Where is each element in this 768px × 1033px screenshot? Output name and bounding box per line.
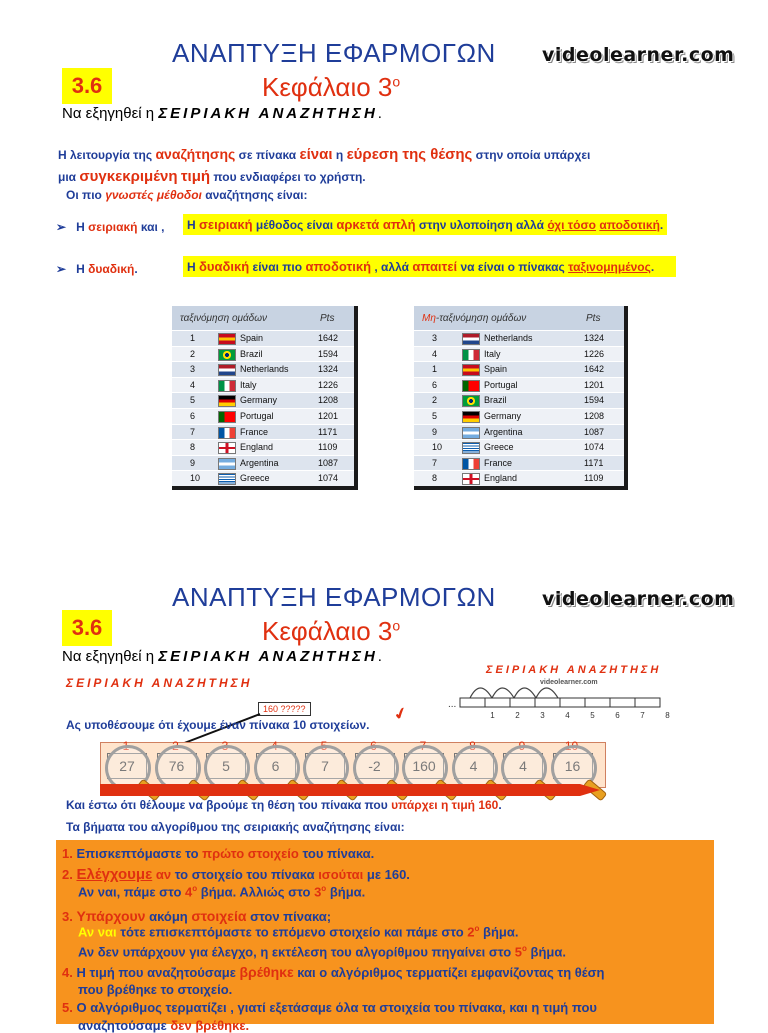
step-4: 4. Η τιμή που αναζητούσαμε βρέθηκε και ο αλγόριθμος τερματίζει εμφανίζοντας τη θέση	[62, 964, 605, 980]
value-callout: 160 ?????	[258, 702, 311, 716]
intro-line-3: Οι πιο γνωστές μέθοδοι αναζήτησης είναι:	[66, 188, 308, 202]
table-body	[414, 330, 624, 486]
pts-cell: 1087	[318, 457, 339, 468]
table-header	[414, 306, 624, 330]
table-row	[414, 470, 624, 486]
rank-cell: 7	[432, 457, 438, 468]
array-cell: 27	[107, 753, 147, 779]
team-cell: Brazil	[240, 348, 263, 359]
callout-sequential: Η σειριακή μέθοδος είναι αρκετά απλή στην υλοποίηση αλλά όχι τόσο αποδοτική.	[183, 214, 667, 235]
table-title: Μη-ταξινόμηση ομάδων	[422, 313, 527, 324]
steps-intro: Τα βήματα του αλγορίθμου της σειριακής αναζήτησης είναι:	[66, 820, 405, 834]
array-index: 4	[271, 739, 278, 753]
mini-cell-index: 5	[590, 711, 595, 720]
pts-cell: 1087	[584, 426, 605, 437]
pts-cell: 1201	[584, 379, 605, 390]
team-cell: Netherlands	[240, 364, 289, 375]
array-cell: 16	[553, 753, 593, 779]
section-badge: 3.6	[62, 610, 112, 646]
mini-cell	[585, 698, 610, 707]
flag-icon	[462, 395, 480, 407]
rank-cell: 9	[432, 426, 438, 437]
mini-array-diagram	[440, 672, 670, 720]
pts-cell: 1201	[318, 410, 339, 421]
flag-icon	[462, 349, 480, 361]
team-cell: Italy	[240, 379, 257, 390]
section-badge: 3.6	[62, 68, 112, 104]
mini-cell-index: 8	[665, 711, 670, 720]
mini-cell	[535, 698, 560, 707]
array-arrow	[100, 782, 610, 798]
flag-icon	[218, 333, 236, 345]
pts-cell: 1642	[584, 364, 605, 375]
array-cell: -2	[355, 753, 395, 779]
pts-header: Pts	[320, 313, 335, 324]
step-1: 1. Επισκεπτόμαστε το πρώτο στοιχείο του πίνακα.	[62, 846, 375, 861]
check-icon: ✔	[391, 704, 411, 725]
mini-cell	[510, 698, 535, 707]
array-cell: 6	[256, 753, 296, 779]
rank-cell: 8	[190, 442, 196, 453]
slide-title: ΑΝΑΠΤΥΞΗ ΕΦΑΡΜΟΓΩΝ	[172, 38, 496, 68]
pts-cell: 1109	[584, 473, 604, 484]
flag-icon	[462, 442, 480, 454]
team-cell: Italy	[484, 348, 501, 359]
team-cell: England	[484, 473, 518, 484]
flag-icon	[218, 364, 236, 376]
table-row	[172, 424, 354, 440]
table-row	[172, 361, 354, 377]
team-cell: Greece	[240, 473, 270, 484]
step-5-detail: αναζητούσαμε δεν βρέθηκε.	[78, 1018, 250, 1033]
table-row	[172, 470, 354, 486]
team-cell: Portugal	[240, 410, 274, 421]
pts-cell: 1642	[318, 333, 339, 343]
table-row	[414, 408, 624, 424]
table-row	[414, 439, 624, 455]
team-cell: Argentina	[240, 457, 279, 468]
table-row	[172, 330, 354, 346]
diagram-subtitle: videolearner.com	[540, 679, 598, 686]
pts-cell: 1226	[318, 379, 339, 390]
table-row	[172, 439, 354, 455]
mini-cell	[610, 698, 635, 707]
rank-cell: 9	[190, 457, 196, 468]
mini-cell	[460, 698, 485, 707]
bullet-sequential: ➢ Η σειριακή και ,	[56, 220, 165, 234]
step-2: 2. Ελέγχουμε αν το στοιχείο του πίνακα ισούται με 160.	[62, 866, 410, 883]
table-row	[172, 408, 354, 424]
bullet-binary: ➢ Η δυαδική.	[56, 262, 138, 276]
step-3-no: Αν δεν υπάρχουν για έλεγχο, η εκτέλεση του αλγορίθμου πηγαίνει στο $5^o$ βήμα.	[78, 944, 566, 960]
pts-cell: 1171	[584, 457, 604, 468]
rank-cell: 6	[432, 379, 438, 390]
table-title: ταξινόμηση ομάδων	[180, 313, 268, 324]
pts-cell: 1074	[584, 442, 605, 453]
callout-binary: Η δυαδική είναι πιο αποδοτική , αλλά απαιτεί να είναι ο πίνακας ταξινομημένος.	[183, 256, 676, 277]
team-cell: Netherlands	[484, 333, 533, 343]
rank-cell: 4	[432, 348, 438, 359]
diagram-dots: ...	[448, 699, 457, 710]
team-cell: Spain	[240, 333, 264, 343]
diagram-title: ΣΕΙΡΙΑΚΗ ΑΝΑΖΗΤΗΣΗ	[486, 664, 662, 676]
mini-cell-index: 6	[615, 711, 620, 720]
team-cell: France	[240, 426, 269, 437]
team-cell: Spain	[484, 364, 508, 375]
team-cell: France	[484, 457, 513, 468]
rank-cell: 10	[190, 473, 201, 484]
flag-icon	[462, 364, 480, 376]
table-body	[172, 330, 354, 486]
rank-cell: 3	[190, 364, 196, 375]
array-index: 8	[469, 739, 476, 753]
intro-line-2: μια συγκεκριμένη τιμή που ενδιαφέρει το χρήστη.	[58, 168, 366, 185]
explain-line: Να εξηγηθεί η ΣΕΙΡΙΑΚΗ ΑΝΑΖΗΤΗΣΗ.	[62, 648, 382, 665]
table-row	[172, 377, 354, 393]
table-row	[172, 392, 354, 408]
array-index: 2	[172, 739, 179, 753]
pts-header: Pts	[586, 313, 601, 324]
rank-cell: 4	[190, 379, 196, 390]
pts-cell: 1324	[584, 333, 605, 343]
rank-cell: 5	[432, 410, 438, 421]
array-cell: 7	[305, 753, 345, 779]
flag-icon	[218, 380, 236, 392]
table-row	[414, 424, 624, 440]
explain-line: Να εξηγηθεί η ΣΕΙΡΙΑΚΗ ΑΝΑΖΗΤΗΣΗ.	[62, 105, 382, 122]
slide-title: ΑΝΑΠΤΥΞΗ ΕΦΑΡΜΟΓΩΝ	[172, 582, 496, 612]
array-cell: 4	[503, 753, 543, 779]
rank-cell: 3	[432, 333, 438, 343]
assume-text: Ας υποθέσουμε ότι έχουμε έναν πίνακα 10 στοιχείων.	[66, 718, 370, 732]
pts-cell: 1208	[318, 395, 339, 406]
table-row	[172, 455, 354, 471]
table-row	[414, 392, 624, 408]
pts-cell: 1109	[318, 442, 338, 453]
unsorted-table	[414, 306, 628, 490]
rank-cell: 1	[190, 333, 196, 343]
flag-icon	[218, 349, 236, 361]
mini-cell	[560, 698, 585, 707]
array-index: 3	[221, 739, 229, 753]
step-4-detail: που βρέθηκε το στοιχείο.	[78, 982, 233, 997]
chapter-title: Κεφάλαιο $3^o$	[262, 616, 401, 646]
brand-logo: videolearner.com	[542, 44, 735, 66]
mini-cell-index: 2	[515, 711, 520, 720]
pts-cell: 1208	[584, 410, 605, 421]
array-cell: 160	[404, 753, 444, 779]
step-5: 5. Ο αλγόριθμος τερματίζει , γιατί εξετάσαμε όλα τα στοιχεία του πίνακα, και η τιμή που	[62, 1000, 597, 1015]
team-cell: Germany	[484, 410, 522, 421]
pts-cell: 1226	[584, 348, 605, 359]
mini-cell-index: 4	[565, 711, 570, 720]
array-index: 10	[564, 739, 579, 753]
table-row	[414, 330, 624, 346]
flag-icon	[218, 473, 236, 485]
step-3-yes: Αν ναι τότε επισκεπτόμαστε το επόμενο στοιχείο και πάμε στο $2^o$ βήμα.	[78, 924, 519, 940]
array-index: 9	[518, 739, 526, 753]
pts-cell: 1324	[318, 364, 339, 375]
array-index: 5	[320, 739, 328, 753]
table-row	[414, 346, 624, 362]
pts-cell: 1074	[318, 473, 339, 484]
find-text: Και έστω ότι θέλουμε να βρούμε τη θέση του πίνακα που υπάρχει η τιμή 160.	[66, 798, 502, 812]
flag-icon	[218, 395, 236, 407]
step-3: 3. Υπάρχουν ακόμη στοιχεία στον πίνακα;	[62, 908, 332, 924]
flag-icon	[218, 458, 236, 470]
pts-cell: 1171	[318, 426, 338, 437]
algorithm-steps-box	[56, 840, 714, 1033]
mini-cell-index: 3	[540, 711, 545, 720]
rank-cell: 2	[190, 348, 196, 359]
array-cell: 5	[206, 753, 246, 779]
chapter-title: Κεφάλαιο $3^o$	[262, 72, 401, 102]
mini-cell	[485, 698, 510, 707]
flag-icon	[462, 458, 480, 470]
flag-icon	[462, 333, 480, 345]
mini-cell-index: 7	[640, 711, 645, 720]
mini-cell-index: 1	[490, 711, 495, 720]
rank-cell: 8	[432, 473, 438, 484]
flag-icon	[218, 427, 236, 439]
table-header	[172, 306, 354, 330]
flag-icon	[218, 442, 236, 454]
rank-cell: 5	[190, 395, 196, 406]
table-row	[414, 455, 624, 471]
table-row	[414, 361, 624, 377]
table-row	[172, 346, 354, 362]
rank-cell: 1	[432, 364, 438, 375]
rank-cell: 10	[432, 442, 443, 453]
array-cell: 4	[454, 753, 494, 779]
section-label: ΣΕΙΡΙΑΚΗ ΑΝΑΖΗΤΗΣΗ	[66, 676, 253, 690]
brand-logo: videolearner.com	[542, 588, 735, 610]
team-cell: Greece	[484, 442, 514, 453]
rank-cell: 6	[190, 410, 196, 421]
step-2-detail: Αν ναι, πάμε στο $4^o$ βήμα. Αλλιώς στο $3^o$ βήμα.	[78, 884, 366, 900]
pts-cell: 1594	[584, 395, 605, 406]
pts-cell: 1594	[318, 348, 339, 359]
table-row	[414, 377, 624, 393]
team-cell: Portugal	[484, 379, 518, 390]
flag-icon	[462, 473, 480, 485]
array-index: 6	[370, 739, 377, 753]
array-index: 1	[122, 739, 130, 753]
rank-cell: 2	[432, 395, 438, 406]
array-cell: 76	[157, 753, 197, 779]
team-cell: Argentina	[484, 426, 523, 437]
flag-icon	[218, 411, 236, 423]
mini-cell	[635, 698, 660, 707]
team-cell: Germany	[240, 395, 278, 406]
sorted-table	[172, 306, 358, 490]
array-index: 7	[419, 739, 427, 753]
rank-cell: 7	[190, 426, 196, 437]
flag-icon	[462, 411, 480, 423]
flag-icon	[462, 427, 480, 439]
team-cell: England	[240, 442, 274, 453]
flag-icon	[462, 380, 480, 392]
intro-line-1: Η λειτουργία της αναζήτησης σε πίνακα είναι η εύρεση της θέσης στην οποία υπάρχει	[58, 146, 591, 163]
team-cell: Brazil	[484, 395, 507, 406]
